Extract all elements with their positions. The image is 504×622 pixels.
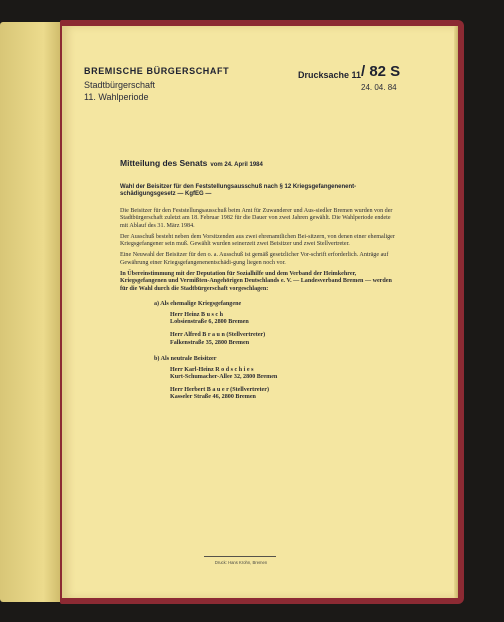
document-body: [120, 184, 398, 405]
title-date: vom 24. April 1984: [210, 162, 263, 168]
candidate-entry: [170, 312, 398, 327]
page-edge: [454, 26, 458, 598]
candidate-name: Herr Heinz B u s c h: [170, 311, 224, 318]
candidate-entry: [170, 367, 398, 382]
paragraph: Der Ausschuß besteht neben dem Vorsitzenden aus zwei ehrenamtlichen Bei-sitzern, von denen einer ehemaliger Kriegsgefangener sein muß. Gewählt wurden seinerzeit zwei Beisitzer und zwei Stellvertreter.: [120, 233, 395, 248]
candidate-name: Herr Alfred B r a u n (Stellvertreter): [170, 332, 266, 339]
drucksache-number: / 82 S: [361, 63, 401, 80]
binder-left-edge: [0, 22, 62, 602]
candidate-name: Herr Karl-Heinz R o d s c h i e s: [170, 366, 254, 373]
proposal-paragraph: In Übereinstimmung mit der Deputation für Sozialhilfe und dem Verband der Heimkehrer, Kriegsgefangenen und Vermißten-Angehörigen Deutschlands e. V. — Landesverband Bremen — werden für die Wahl durch die Stadtbürgerschaft vorgeschlagen:: [120, 270, 392, 292]
candidate-entry: [170, 387, 398, 402]
candidate-name: Herr Herbert B a u e r (Stellvertreter): [170, 387, 269, 394]
candidate-address: Lobsienstraße 6, 2800 Bremen: [170, 319, 249, 326]
legislative-period: 11. Wahlperiode: [84, 92, 149, 102]
drucksache-label: Drucksache 11: [298, 70, 362, 80]
footer-divider: [204, 556, 276, 557]
paragraph: Die Beisitzer für den Feststellungsausschuß beim Amt für Zuwanderer und Aus-siedler Bremen wurden von der Stadtbürgerschaft zuletzt am 18. Februar 1982 für die Dauer von zwei Jahren gewählt. Die Wahlperiode endete mit Ablauf des 31. März 1984.: [120, 207, 393, 229]
candidate-address: Kurt-Schumacher-Allee 32, 2800 Bremen: [170, 373, 278, 380]
printer-credit: Druck: Hans Krohn, Bremen: [214, 560, 268, 565]
paragraph: Eine Neuwahl der Beisitzer für den o. a. Ausschuß ist gemäß gesetzlicher Vor-schrift erforderlich. Anträge auf Gewährung einer Kriegsgefangenenentschädi-gung liegen noch vor.: [120, 252, 389, 266]
chamber-name: Stadtbürgerschaft: [84, 80, 156, 90]
candidate-address: Kasseler Straße 46, 2800 Bremen: [170, 394, 256, 401]
subject-heading: Wahl der Beisitzer für den Feststellungsausschuß nach § 12 Kriegsgefangenenent-schädigungsgesetz — KgfEG —: [120, 184, 357, 198]
group-label: a) Als ehemalige Kriegsgefangene: [154, 301, 242, 308]
document-title: [120, 158, 263, 168]
group-label: b) Als neutrale Beisitzer: [154, 356, 217, 362]
title-main: Mitteilung des Senats: [120, 158, 208, 168]
candidate-entry: [170, 332, 398, 347]
organization-name: BREMISCHE BÜRGERSCHAFT: [84, 66, 230, 76]
candidate-address: Falkenstraße 35, 2800 Bremen: [170, 339, 250, 346]
document-date: 24. 04. 84: [361, 83, 397, 92]
document-page: [62, 26, 458, 598]
